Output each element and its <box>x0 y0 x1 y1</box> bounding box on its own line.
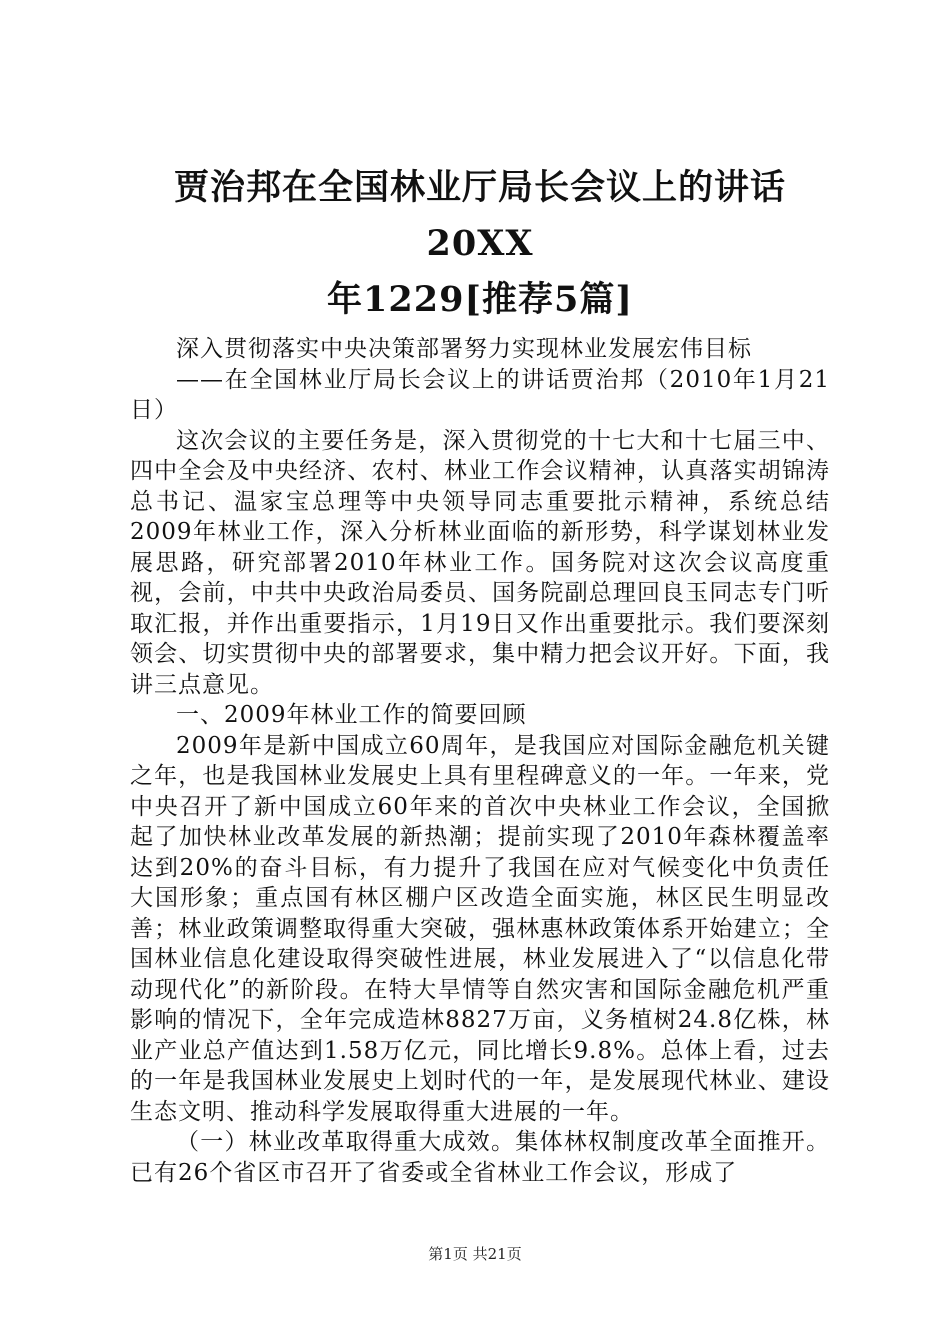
byline: ——在全国林业厅局长会议上的讲话贾治邦（2010年1月21日） <box>130 366 830 423</box>
document-body <box>130 334 830 1188</box>
title-line-1: 贾治邦在全国林业厅局长会议上的讲话20XX <box>173 167 786 264</box>
page-footer <box>0 1243 950 1264</box>
title-line-2: 年1229[推荐5篇] <box>327 279 633 320</box>
section-heading-1: 一、2009年林业工作的简要回顾 <box>176 702 527 728</box>
paragraph-2: 2009年是新中国成立60周年，是我国应对国际金融危机关键之年，也是我国林业发展史上具有里程碑意义的一年。一年来，党中央召开了新中国成立60年来的首次中央林业工作会议，全国掀起了加快林业改革发展的新热潮；提前实现了2010年森林覆盖率达到20%的奋斗目标，有力提升了我国在应对气候变化中负责任大国形象；重点国有林区棚户区改造全面实施，林区民生明显改善；林业政策调整取得重大突破，强林惠林政策体系开始建立；全国林业信息化建设取得突破性进展，林业发展进入了“以信息化带动现代化”的新阶段。在特大旱情等自然灾害和国际金融危机严重影响的情况下，全年完成造林8827万亩，义务植树24.8亿株，林业产业总产值达到1.58万亿元，同比增长9.8%。总体上看，过去的一年是我国林业发展史上划时代的一年，是发展现代林业、建设生态文明、推动科学发展取得重大进展的一年。 <box>130 732 830 1125</box>
paragraph-1: 这次会议的主要任务是，深入贯彻党的十七大和十七届三中、四中全会及中央经济、农村、林业工作会议精神，认真落实胡锦涛总书记、温家宝总理等中央领导同志重要批示精神，系统总结2009年林业工作，深入分析林业面临的新形势，科学谋划林业发展思路，研究部署2010年林业工作。国务院对这次会议高度重视，会前，中共中央政治局委员、国务院副总理回良玉同志专门听取汇报，并作出重要指示，1月19日又作出重要批示。我们要深刻领会、切实贯彻中央的部署要求，集中精力把会议开好。下面，我讲三点意见。 <box>130 427 830 698</box>
document-title <box>130 160 830 328</box>
subtitle: 深入贯彻落实中央决策部署努力实现林业发展宏伟目标 <box>176 336 752 362</box>
paragraph-3: （一）林业改革取得重大成效。集体林权制度改革全面推开。已有26个省区市召开了省委或全省林业工作会议，形成了 <box>130 1129 830 1186</box>
document-page <box>130 0 830 1188</box>
page-number: 第1页 共21页 <box>428 1245 522 1263</box>
